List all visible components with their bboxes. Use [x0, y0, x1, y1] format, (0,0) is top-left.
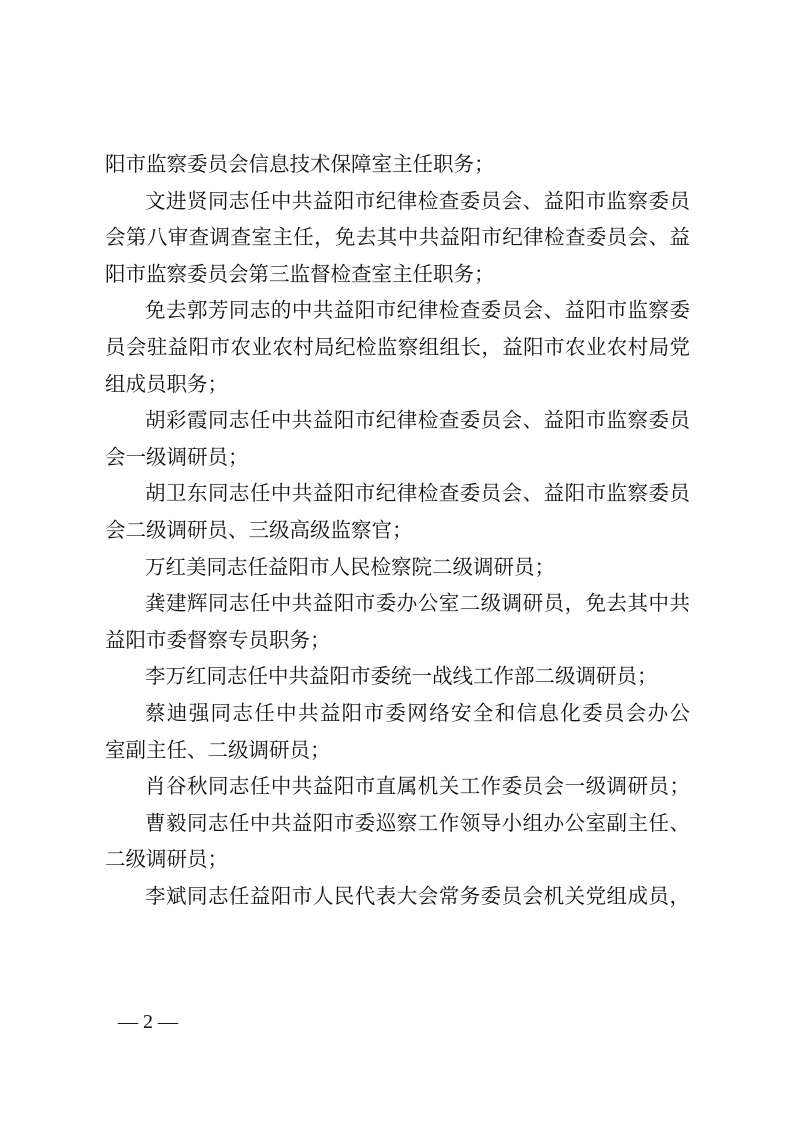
- text-line: 万红美同志任益阳市人民检察院二级调研员；: [145, 554, 555, 579]
- text-line: 肖谷秋同志任中共益阳市直属机关工作委员会一级调研员；: [145, 774, 690, 799]
- text-line: 会一级调研员；: [105, 444, 249, 469]
- text-line: 会二级调研员、三级高级监察官；: [105, 517, 413, 542]
- page-number: — 2 —: [118, 1011, 178, 1033]
- text-line: 二级调研员；: [105, 847, 228, 872]
- text-line: 组成员职务；: [105, 371, 228, 396]
- text-line: 会第八审查调查室主任，免去其中共益阳市纪律检查委员会、益: [105, 225, 690, 250]
- text-line: 免去郭芳同志的中共益阳市纪律检查委员会、益阳市监察委: [145, 298, 690, 323]
- text-line: 阳市监察委员会信息技术保障室主任职务；: [105, 152, 495, 176]
- text-line: 益阳市委督察专员职务；: [105, 627, 331, 652]
- text-line: 蔡迪强同志任中共益阳市委网络安全和信息化委员会办公: [145, 700, 690, 725]
- text-line: 龚建辉同志任中共益阳市委办公室二级调研员，免去其中共: [145, 591, 690, 616]
- text-line: 员会驻益阳市农业农村局纪检监察组组长，益阳市农业农村局党: [105, 334, 690, 359]
- text-line: 李斌同志任益阳市人民代表大会常务委员会机关党组成员，: [145, 883, 690, 908]
- text-line: 曹毅同志任中共益阳市委巡察工作领导小组办公室副主任、: [145, 810, 690, 835]
- text-line: 室副主任、二级调研员；: [105, 737, 331, 762]
- document-body: [105, 146, 690, 914]
- text-line: 文进贤同志任中共益阳市纪律检查委员会、益阳市监察委员: [145, 188, 690, 213]
- text-line: 李万红同志任中共益阳市委统一战线工作部二级调研员；: [145, 664, 658, 689]
- text-line: 阳市监察委员会第三监督检查室主任职务；: [105, 261, 495, 286]
- text-line: 胡卫东同志任中共益阳市纪律检查委员会、益阳市监察委员: [145, 481, 690, 506]
- text-line: 胡彩霞同志任中共益阳市纪律检查委员会、益阳市监察委员: [145, 408, 690, 433]
